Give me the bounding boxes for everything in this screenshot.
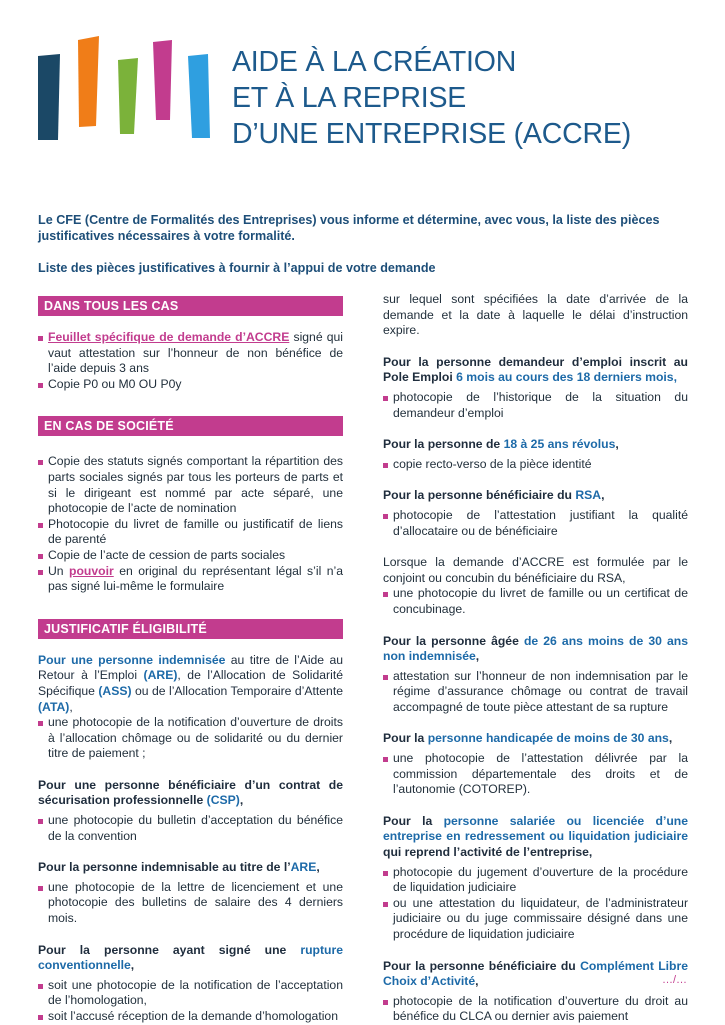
logo-bar-orange [78, 36, 99, 127]
list-item: Photocopie du livret de famille ou justificatif de liens de parenté [38, 517, 343, 548]
right-heading-7: Pour la personne salariée ou licenciée d’une entreprise en redressement ou liquidation judiciaire qui reprend l’activité de l’entreprise, [383, 813, 689, 860]
intro [38, 212, 684, 276]
list-item: photocopie du jugement d’ouverture de la procédure de liquidation judiciaire [383, 865, 688, 896]
logo-bar-green [118, 58, 138, 134]
rsa-partner-text: Lorsque la demande d’ACCRE est formulée par le conjoint ou concubin du bénéficiaire du RSA, [383, 555, 688, 585]
left-column [38, 292, 343, 1025]
logo [0, 0, 220, 150]
title-line-3: D’UNE ENTREPRISE (ACCRE) [232, 118, 631, 150]
list-item: photocopie de l’historique de la situation du demandeur d’emploi [383, 390, 688, 421]
title-line-1: AIDE À LA CRÉATION [232, 46, 517, 78]
title-line-2: ET À LA REPRISE [232, 82, 467, 114]
intro-text: Le CFE (Centre de Formalités des Entreprises) vous informe et détermine, avec vous, la liste des pièces justificatives nécessaires à votre formalité. [38, 213, 660, 243]
subtitle: Liste des pièces justificatives à fournir à l’appui de votre demande [38, 261, 436, 275]
list-all-cases [38, 330, 343, 392]
page-title [232, 44, 631, 152]
list-item: une photocopie du bulletin d’acceptation du bénéfice de la convention [38, 813, 343, 844]
section-title-eligibility: JUSTIFICATIF ÉLIGIBILITÉ [38, 619, 343, 639]
eligibility-heading-3: Pour la personne indemnisable au titre de l’ARE, [38, 860, 320, 875]
list-item: ou une attestation du liquidateur, de l’administrateur judiciaire ou du juge commissaire désigné dans une procédure de liquidation judiciaire [383, 896, 688, 943]
pouvoir-link[interactable]: pouvoir [69, 563, 114, 578]
right-heading-6: Pour la personne handicapée de moins de 30 ans, [383, 731, 673, 746]
right-heading-2: Pour la personne de 18 à 25 ans révolus, [383, 437, 619, 452]
right-heading-3: Pour la personne bénéficiaire du RSA, [383, 488, 605, 503]
list-item: Copie P0 ou M0 OU P0y [38, 377, 343, 393]
list-item: une photocopie de la notification d’ouverture de droits à l’allocation chômage ou de solidarité ou du dernier titre de paiement ; [38, 715, 343, 762]
logo-bar-dark-blue [38, 54, 60, 140]
logo-bar-blue [188, 54, 210, 138]
list-item: une photocopie de la lettre de licenciement et une photocopie des bulletins de salaire des 4 derniers mois. [38, 880, 343, 927]
accre-form-link[interactable]: Feuillet spécifique de demande d’ACCRE [48, 330, 290, 344]
continued-text: sur lequel sont spécifiées la date d’arrivée de la demande et la date à laquelle le délai d’instruction expire. [383, 292, 688, 338]
list-item: une photocopie du livret de famille ou un certificat de concubinage. [383, 586, 688, 617]
list-item: Copie des statuts signés comportant la répartition des parts sociales signés par tous les porteurs de parts et si le dirigeant est nommé par acte séparé, une photocopie de l’acte de nomination [38, 454, 343, 516]
list-item: soit l’accusé réception de la demande d’homologation [38, 1009, 343, 1025]
list-item: photocopie de la notification d’ouverture du droit au bénéfice du CLCA ou dernier avis paiement [383, 994, 688, 1025]
eligibility-heading-1: Pour une personne indemnisée au titre de l’Aide au Retour à l’Emploi (ARE), de l’Allocation de Solidarité Spécifique (ASS) ou de l’Allocation Temporaire d’Attente (ATA), [38, 652, 343, 714]
right-heading-5: Pour la personne âgée de 26 ans moins de 30 ans non indemnisée, [383, 633, 688, 664]
list-company [38, 454, 343, 594]
right-column [383, 292, 688, 1025]
list-item: attestation sur l’honneur de non indemnisation par le régime d’assurance chômage ou contrat de travail accompagné de toute pièce attestant de sa rupture [383, 669, 688, 716]
list-item: soit une photocopie de la notification de l’acceptation de l’homologation, [38, 978, 343, 1009]
logo-bar-magenta [153, 40, 172, 120]
right-heading-8: Pour la personne bénéficiaire du Complément Libre Choix d’Activité, [383, 958, 688, 989]
eligibility-heading-2: Pour une personne bénéficiaire d’un contrat de sécurisation professionnelle (CSP), [38, 777, 343, 808]
list-item: une photocopie de l’attestation délivrée par la commission départementale des droits et de l’autonomie (COTOREP). [383, 751, 688, 798]
right-heading-1: Pour la personne demandeur d’emploi inscrit au Pole Emploi 6 mois au cours des 18 derniers mois, [383, 354, 688, 385]
list-item: Feuillet spécifique de demande d’ACCRE signé qui vaut attestation sur l’honneur de non bénéfice de l’aide depuis 3 ans [38, 330, 343, 377]
section-title-all-cases: DANS TOUS LES CAS [38, 296, 343, 316]
list-item: copie recto-verso de la pièce identité [383, 457, 688, 473]
list-item: photocopie de l’attestation justifiant la qualité d’allocataire ou de bénéficiaire [383, 508, 688, 539]
eligibility-heading-4: Pour la personne ayant signé une rupture conventionnelle, [38, 942, 343, 973]
list-item: Copie de l’acte de cession de parts sociales [38, 548, 343, 564]
section-title-company: EN CAS DE SOCIÉTÉ [38, 416, 343, 436]
continued-marker: …/… [662, 974, 688, 986]
list-item: Un pouvoir en original du représentant légal s’il n’a pas signé lui-même le formulaire [38, 564, 343, 595]
